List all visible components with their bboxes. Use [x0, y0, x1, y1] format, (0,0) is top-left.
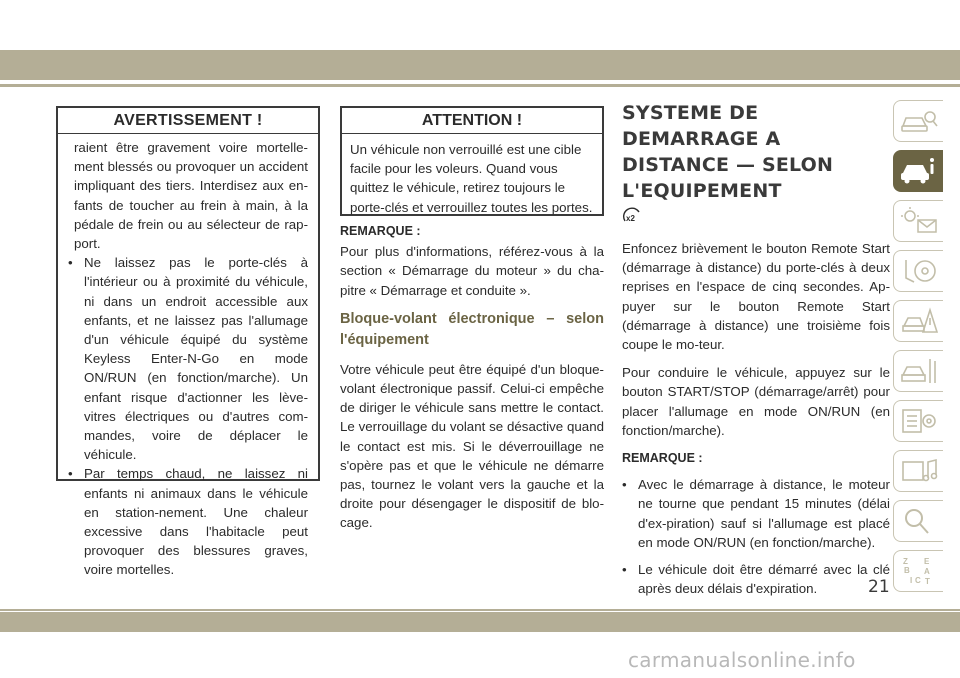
car-tools-icon [900, 356, 938, 386]
header-band [0, 50, 960, 80]
column-2 [340, 222, 604, 533]
subheading-steering-lock: Bloque-volant électronique – selon l'équipement [340, 310, 604, 348]
tab-index[interactable] [893, 550, 943, 592]
remote-note-2: • Le véhicule doit être démarré avec la clé après deux délais d'expiration. [622, 560, 890, 598]
badge-label: x2 [626, 214, 635, 223]
note-text: Pour plus d'informations, référez-vous à la section « Démarrage du moteur » du cha-pitre « Démarrage et conduite ». [340, 244, 604, 298]
footer-band [0, 612, 960, 632]
attention-text: Un véhicule non verrouillé est une cible facile pour les voleurs. Quand vous quittez le véhicule, retirez toujours le porte-clés et verrouillez toutes les portes. [350, 142, 593, 215]
multimedia-icon [900, 456, 938, 486]
tab-steering-seat[interactable] [893, 250, 943, 292]
section-heading: SYSTEME DE DEMARRAGE A DISTANCE — SELON L'EQUIPEMENT [622, 102, 834, 202]
warning-box [56, 106, 320, 578]
steering-wheel-seat-icon [900, 256, 938, 286]
warning-bullet-1: • Ne laissez pas le porte-clés à l'intérieur ou à proximité du véhicule, ni dans un endroit accessible aux enfants, et ne laissez pas l'allumage d'un véhicule équipé du système Keyless Enter-N-Go en mode ON/RUN (en fonction/marche). Un enfant risque d'actionner les lève-vitres électriques ou d'autres com-mandes, voire de déplacer le véhicule. [68, 253, 308, 464]
remote-start-notes [622, 475, 890, 598]
press-twice-icon [622, 207, 642, 225]
chapter-tabs [893, 100, 951, 600]
tab-maintenance[interactable] [893, 350, 943, 392]
car-search-icon [900, 106, 938, 136]
tab-warning-lights[interactable] [893, 200, 943, 242]
index-letter-e: E [923, 557, 929, 566]
warning-light-message-icon [900, 206, 938, 236]
tab-specifications[interactable] [893, 400, 943, 442]
remote-start-para-2: Pour conduire le véhicule, appuyez sur le bouton START/STOP (démarrage/arrêt) pour placer l'allumage en mode ON/RUN (en fonction/marche). [622, 365, 890, 438]
magnifier-icon [900, 506, 938, 536]
footer-rule [0, 609, 960, 611]
index-letter-a: A [923, 567, 930, 576]
checklist-gear-icon [900, 406, 938, 436]
attention-title: ATTENTION ! [342, 108, 602, 134]
tab-customer-assistance[interactable] [893, 500, 943, 542]
warning-body [58, 134, 318, 580]
tab-car-search[interactable] [893, 100, 943, 142]
warning-continuation: raient être gravement voire mortelle-ment blessés ou provoquer un accident impliquant des tiers. Interdisez aux en-fants de toucher au frein à main, à la pédale de frein ou au sélecteur de rap-port. [74, 140, 308, 252]
header-rule [0, 84, 960, 87]
tab-multimedia[interactable] [893, 450, 943, 492]
note-label-2: REMARQUE : [622, 451, 703, 466]
warning-list [68, 253, 308, 579]
index-letter-z: Z [902, 557, 908, 566]
attention-box [340, 106, 604, 216]
warning-title: AVERTISSEMENT ! [58, 108, 318, 134]
index-letter-c: C [914, 576, 921, 585]
index-letter-t: T [924, 577, 930, 586]
tab-car-info[interactable] [893, 150, 943, 192]
roadside-warning-icon [900, 306, 938, 336]
index-letter-i: I [909, 576, 912, 585]
steering-lock-body: Votre véhicule peut être équipé d'un bloque-volant électronique passif. Celui-ci empêche de diriger le véhicule sans mettre le contact. Le verrouillage du volant se désactive quand le contact est mis. Si le déverrouillage ne s'opère pas et que le véhicule ne démarre pas, tournez le volant vers la gauche et la droite pour désengager le dispositif de blo-cage. [340, 361, 604, 531]
remote-note-1: • Avec le démarrage à distance, le moteur ne tourne que pendant 15 minutes (délai d'ex-piration) sauf si l'allumage est placé en mode ON/RUN (en fonction/marche). [622, 475, 890, 552]
watermark: carmanualsonline.info [628, 648, 856, 672]
warning-bullet-2: • Par temps chaud, ne laissez ni enfants ni animaux dans le véhicule en station-nement. Une chaleur excessive dans l'habitacle peut provoquer des blessures graves, voire mortelles. [68, 464, 308, 579]
remote-start-para-1: Enfoncez brièvement le bouton Remote Start (démarrage à distance) du porte-clés à deux reprises en l'espace de cinq secondes. Ap-puyer sur le bouton Remote Start (démarrage à distance) une troisième fois coupe le mo-teur. [622, 241, 890, 353]
alphabet-index-icon [900, 556, 938, 586]
index-letter-b: B [903, 566, 910, 575]
car-info-icon [899, 156, 937, 186]
column-3 [622, 100, 890, 606]
page-number: 21 [868, 577, 890, 597]
note-label: REMARQUE : [340, 224, 421, 238]
tab-roadside[interactable] [893, 300, 943, 342]
